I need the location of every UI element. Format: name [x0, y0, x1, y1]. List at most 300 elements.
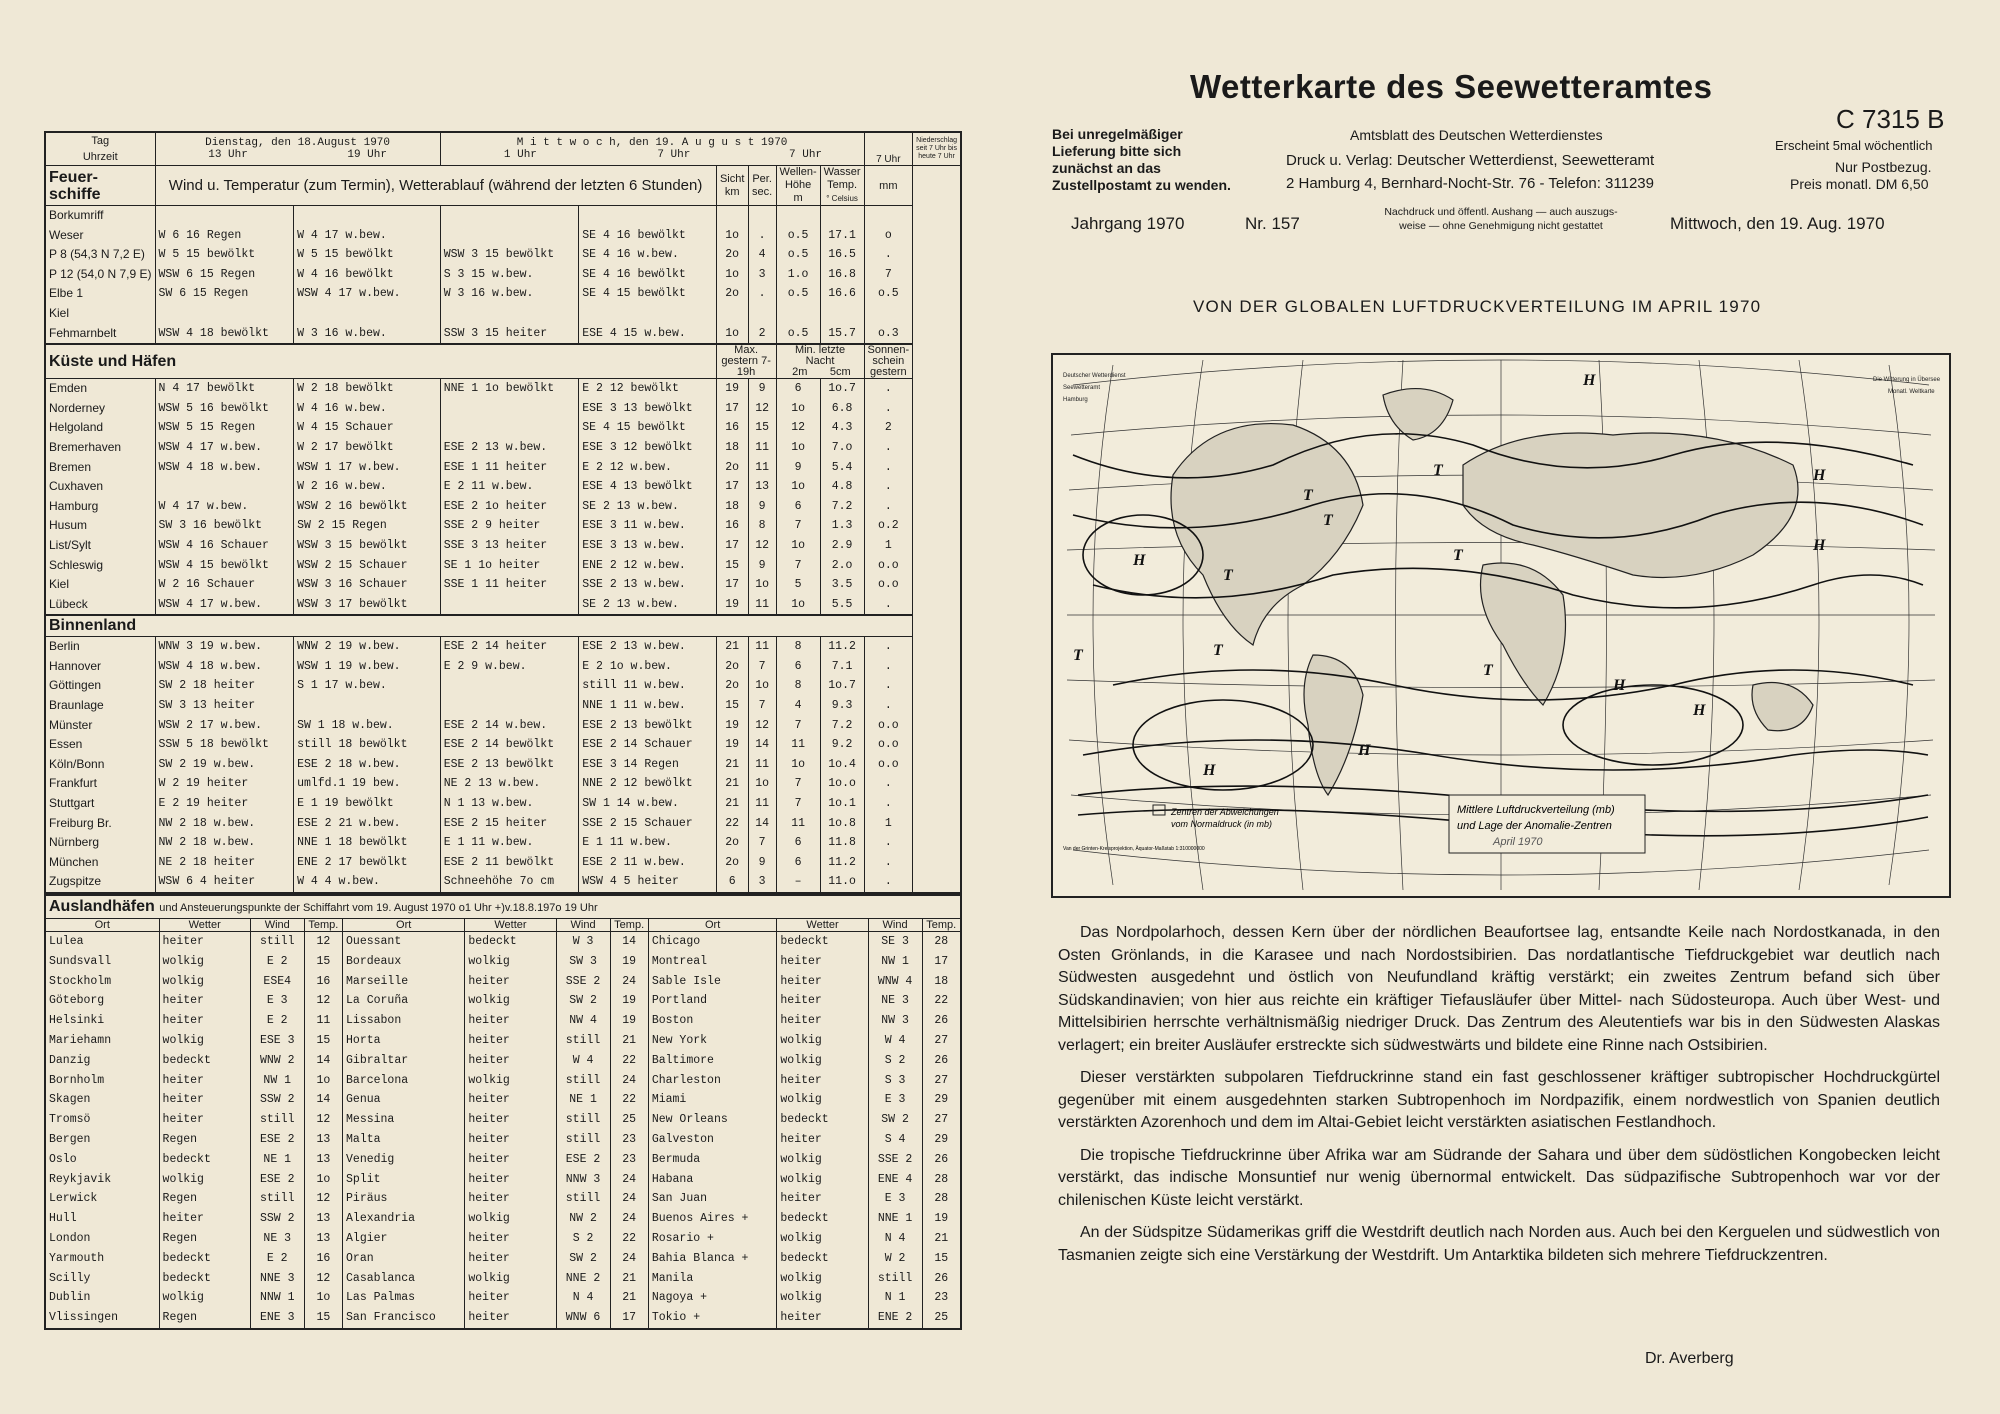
port-wind: E 3 [868, 1189, 922, 1209]
col-7: 1o [776, 536, 820, 556]
obs-7: SE 4 16 bewölkt [579, 226, 716, 246]
svg-text:H: H [1613, 677, 1626, 694]
obs-19: WSW 2 15 Schauer [294, 556, 441, 576]
hour-7a: 7 Uhr [657, 149, 691, 161]
station-row [45, 399, 961, 419]
obs-13: W 6 16 Regen [155, 226, 294, 246]
port-weather: wolkig [777, 1090, 868, 1110]
col-5: 17 [716, 536, 748, 556]
port-name: Genua [343, 1090, 465, 1110]
binnen-title: Binnenland [49, 617, 137, 635]
port-weather: bedeckt [159, 1150, 250, 1170]
hour-19: 19 Uhr [347, 149, 387, 161]
obs-7: still 11 w.bew. [579, 676, 716, 696]
port-weather: wolkig [777, 1288, 868, 1308]
svg-text:T: T [1453, 547, 1463, 564]
port-name: Buenos Aires + [648, 1209, 777, 1229]
col-5: 16 [716, 516, 748, 536]
port-weather: wolkig [159, 952, 250, 972]
station-row [45, 206, 961, 226]
col-7: 1o [776, 438, 820, 458]
precip [864, 304, 913, 324]
port-wind: N 1 [868, 1288, 922, 1308]
port-name: Vlissingen [45, 1308, 159, 1329]
col-6: . [748, 284, 776, 304]
station-name: Berlin [45, 637, 155, 657]
obs-7: ESE 4 13 bewölkt [579, 477, 716, 497]
col-8: 1o.o [820, 774, 864, 794]
port-name: Hull [45, 1209, 159, 1229]
station-row [45, 497, 961, 517]
obs-7: ESE 2 14 Schauer [579, 735, 716, 755]
station-row [45, 477, 961, 497]
port-name: Scilly [45, 1269, 159, 1289]
obs-1: WSW 3 15 bewölkt [440, 245, 579, 265]
port-weather: wolkig [465, 1269, 556, 1289]
port-name: Barcelona [343, 1071, 465, 1091]
col-7: 11 [776, 814, 820, 834]
article-body [1058, 922, 1940, 1277]
station-name: Bremen [45, 458, 155, 478]
col-6: 7 [748, 657, 776, 677]
port-wind: NW 1 [868, 952, 922, 972]
svg-text:H: H [1358, 742, 1371, 759]
obs-19: WSW 2 16 bewölkt [294, 497, 441, 517]
port-name: Messina [343, 1110, 465, 1130]
obs-1 [440, 595, 579, 616]
port-weather: heiter [465, 1229, 556, 1249]
nachdruck-note [1356, 205, 1646, 233]
col-6: 1o [748, 774, 776, 794]
port-name: Casablanca [343, 1269, 465, 1289]
port-name: La Coruña [343, 991, 465, 1011]
port-temp: 26 [922, 1011, 961, 1031]
precip: . [864, 399, 913, 419]
obs-7: ESE 3 12 bewölkt [579, 438, 716, 458]
obs-7: SE 4 16 w.bew. [579, 245, 716, 265]
port-name: Malta [343, 1130, 465, 1150]
col-7 [776, 206, 820, 226]
port-temp: 28 [922, 1170, 961, 1190]
col-6: . [748, 226, 776, 246]
port-wind: WNW 2 [250, 1051, 304, 1071]
col-8: 4.3 [820, 418, 864, 438]
col-5: 21 [716, 637, 748, 657]
port-wind: NW 2 [556, 1209, 610, 1229]
port-wind: ESE4 [250, 972, 304, 992]
col-8: 1o.7 [820, 676, 864, 696]
obs-1: ESE 2 13 bewölkt [440, 755, 579, 775]
port-weather: bedeckt [159, 1269, 250, 1289]
precip: . [864, 497, 913, 517]
station-name: Lübeck [45, 595, 155, 616]
station-row [45, 379, 961, 399]
col-5: 17 [716, 575, 748, 595]
precip: o.o [864, 575, 913, 595]
col-6: 11 [748, 637, 776, 657]
port-name: Sable Isle [648, 972, 777, 992]
obs-19: W 4 16 bewölkt [294, 265, 441, 285]
author-signature: Dr. Averberg [1645, 1350, 1734, 1367]
port-temp: 27 [922, 1110, 961, 1130]
col-7: o.5 [776, 245, 820, 265]
port-row [45, 991, 961, 1011]
port-wind: W 4 [556, 1051, 610, 1071]
port-row [45, 932, 961, 952]
col-5: 19 [716, 735, 748, 755]
precip: . [864, 637, 913, 657]
map-header-notes [1063, 373, 1941, 403]
obs-13: W 2 19 heiter [155, 774, 294, 794]
port-name: Rosario + [648, 1229, 777, 1249]
wind-header: Wind [250, 919, 304, 932]
col-8: 16.8 [820, 265, 864, 285]
port-wind: NNE 2 [556, 1269, 610, 1289]
port-temp: 23 [922, 1288, 961, 1308]
obs-7: ESE 3 14 Regen [579, 755, 716, 775]
port-wind: SSW 2 [250, 1209, 304, 1229]
col-5: 22 [716, 814, 748, 834]
station-row [45, 735, 961, 755]
obs-1: SE 1 1o heiter [440, 556, 579, 576]
port-temp: 22 [610, 1090, 648, 1110]
obs-19: NNE 1 18 bewölkt [294, 833, 441, 853]
port-temp: 19 [922, 1209, 961, 1229]
obs-7: SSE 2 15 Schauer [579, 814, 716, 834]
station-row [45, 265, 961, 285]
port-temp: 24 [610, 1189, 648, 1209]
port-name: London [45, 1229, 159, 1249]
col-8: 16.5 [820, 245, 864, 265]
station-name: Göttingen [45, 676, 155, 696]
obs-7: SE 2 13 w.bew. [579, 595, 716, 616]
svg-text:T: T [1073, 647, 1083, 664]
postbezug: Nur Postbezug. [1835, 159, 1932, 175]
station-row [45, 438, 961, 458]
port-wind: ENE 2 [868, 1308, 922, 1329]
erscheint: Erscheint 5mal wöchentlich [1775, 138, 1933, 153]
precip: o.2 [864, 516, 913, 536]
port-row [45, 1308, 961, 1329]
obs-7: ESE 3 11 w.bew. [579, 516, 716, 536]
col-7: 9 [776, 458, 820, 478]
port-wind: NW 3 [868, 1011, 922, 1031]
obs-13: SSW 5 18 bewölkt [155, 735, 294, 755]
port-name: Oslo [45, 1150, 159, 1170]
col-6: 8 [748, 516, 776, 536]
feuerschiffe-title: Feuer- schiffe [49, 168, 101, 203]
obs-1: SSE 1 11 heiter [440, 575, 579, 595]
obs-19: WSW 4 17 w.bew. [294, 284, 441, 304]
precip: . [864, 774, 913, 794]
article-paragraph: Die tropische Tiefdruckrinne über Afrika war am Südrande der Sahara und über dem südöstlichen Kongobecken leicht verstärkt, das indische Monsuntief nur wenig übernormal entwickelt. Das südpazifische Subtropenhoch war vor der chilenischen Küste leicht verstärkt. [1058, 1146, 1940, 1209]
station-name: Husum [45, 516, 155, 536]
min-2m: 2m [792, 366, 808, 379]
port-weather: heiter [465, 1011, 556, 1031]
obs-1: W 3 16 w.bew. [440, 284, 579, 304]
station-row [45, 637, 961, 657]
port-name: Charleston [648, 1071, 777, 1091]
port-name: Boston [648, 1011, 777, 1031]
col-6: 9 [748, 853, 776, 873]
lieferung-line: Lieferung bitte sich [1052, 143, 1182, 159]
port-weather: Regen [159, 1130, 250, 1150]
wind-header: Wind [556, 919, 610, 932]
station-row [45, 676, 961, 696]
port-wind: SW 2 [556, 991, 610, 1011]
port-weather: wolkig [159, 1031, 250, 1051]
port-wind: W 4 [868, 1031, 922, 1051]
hoehe-label: Höhe [784, 179, 812, 191]
verlag: Druck u. Verlag: Deutscher Wetterdienst, Seewetteramt [1286, 152, 1655, 169]
col-8: 4.8 [820, 477, 864, 497]
obs-7: ESE 2 13 bewölkt [579, 716, 716, 736]
station-row [45, 245, 961, 265]
port-name: Lerwick [45, 1189, 159, 1209]
port-name: Lissabon [343, 1011, 465, 1031]
col-6: 12 [748, 536, 776, 556]
station-name: Braunlage [45, 696, 155, 716]
obs-19: E 1 19 bewölkt [294, 794, 441, 814]
ort-header: Ort [648, 919, 777, 932]
col-8: 17.1 [820, 226, 864, 246]
port-weather: wolkig [465, 952, 556, 972]
col-8: 9.2 [820, 735, 864, 755]
obs-7: SSE 2 13 w.bew. [579, 575, 716, 595]
port-temp: 15 [304, 1031, 342, 1051]
port-row [45, 1229, 961, 1249]
col-6: 11 [748, 755, 776, 775]
binnenland-rows [45, 637, 961, 893]
col-5: 2o [716, 853, 748, 873]
col-5: 2o [716, 657, 748, 677]
obs-19: ESE 2 18 w.bew. [294, 755, 441, 775]
port-name: Ouessant [343, 932, 465, 952]
col-5 [716, 304, 748, 324]
station-row [45, 418, 961, 438]
col-8: 11.2 [820, 637, 864, 657]
ort-header: Ort [343, 919, 465, 932]
col-8: 6.8 [820, 399, 864, 419]
col-8: 1o.4 [820, 755, 864, 775]
feuerschiffe-rows [45, 206, 961, 345]
port-temp: 16 [304, 1249, 342, 1269]
port-weather: heiter [777, 991, 868, 1011]
port-temp: 28 [922, 1189, 961, 1209]
port-temp: 12 [304, 991, 342, 1011]
obs-19: W 2 18 bewölkt [294, 379, 441, 399]
port-temp: 13 [304, 1150, 342, 1170]
port-wind: SSE 2 [868, 1150, 922, 1170]
port-row [45, 1249, 961, 1269]
station-name: Norderney [45, 399, 155, 419]
nachdruck-line: weise — ohne Genehmigung nicht gestattet [1399, 220, 1603, 232]
obs-7: E 1 11 w.bew. [579, 833, 716, 853]
article-subtitle: VON DER GLOBALEN LUFTDRUCKVERTEILUNG IM APRIL 1970 [1193, 297, 1762, 316]
station-name: Borkumriff [45, 206, 155, 226]
col-5: 17 [716, 477, 748, 497]
port-temp: 17 [610, 1308, 648, 1329]
precip: . [864, 458, 913, 478]
obs-1: NE 2 13 w.bew. [440, 774, 579, 794]
precip: . [864, 853, 913, 873]
port-temp: 22 [610, 1051, 648, 1071]
port-temp: 21 [922, 1229, 961, 1249]
port-temp: 23 [610, 1130, 648, 1150]
col-8 [820, 304, 864, 324]
port-temp: 14 [304, 1090, 342, 1110]
obs-13: NW 2 18 w.bew. [155, 814, 294, 834]
station-name: P 8 (54,3 N 7,2 E) [45, 245, 155, 265]
port-weather: heiter [465, 1051, 556, 1071]
port-wind: S 2 [868, 1051, 922, 1071]
port-wind: NW 1 [250, 1071, 304, 1091]
port-name: Manila [648, 1269, 777, 1289]
col-7: 1o [776, 755, 820, 775]
port-wind: still [250, 1110, 304, 1130]
precip: o.o [864, 735, 913, 755]
port-temp: 12 [304, 1269, 342, 1289]
port-name: Miami [648, 1090, 777, 1110]
port-temp: 1o [304, 1170, 342, 1190]
adresse: 2 Hamburg 4, Bernhard-Nocht-Str. 76 - Telefon: 311239 [1286, 175, 1654, 192]
station-name: Elbe 1 [45, 284, 155, 304]
obs-7: SE 4 16 bewölkt [579, 265, 716, 285]
port-wind: NE 3 [250, 1229, 304, 1249]
obs-19: W 4 4 w.bew. [294, 872, 441, 893]
port-rows [45, 932, 961, 1329]
wasser-label: Wasser [823, 166, 861, 178]
port-weather: heiter [777, 1130, 868, 1150]
col-5: 19 [716, 716, 748, 736]
port-temp: 24 [610, 1249, 648, 1269]
obs-7: SW 1 14 w.bew. [579, 794, 716, 814]
station-row [45, 284, 961, 304]
col-6: 11 [748, 595, 776, 616]
tag-label: Tag [91, 135, 110, 147]
port-row [45, 1051, 961, 1071]
precip: 1 [864, 536, 913, 556]
port-name: San Francisco [343, 1308, 465, 1329]
port-temp: 13 [304, 1209, 342, 1229]
port-name: Stockholm [45, 972, 159, 992]
celsius-label: ° Celsius [826, 194, 858, 203]
col-6: 9 [748, 497, 776, 517]
obs-19: SW 2 15 Regen [294, 516, 441, 536]
port-wind: S 3 [868, 1071, 922, 1091]
obs-19: W 3 16 w.bew. [294, 324, 441, 345]
station-row [45, 556, 961, 576]
col-8 [820, 206, 864, 226]
stations-table [44, 131, 962, 894]
col-5: 1o [716, 226, 748, 246]
port-name: Bordeaux [343, 952, 465, 972]
col-5: 19 [716, 595, 748, 616]
col-5: 1o [716, 265, 748, 285]
station-name: Köln/Bonn [45, 755, 155, 775]
station-name: Münster [45, 716, 155, 736]
obs-1: ESE 2 11 bewölkt [440, 853, 579, 873]
port-wind: SW 2 [556, 1249, 610, 1269]
obs-1: E 1 11 w.bew. [440, 833, 579, 853]
port-wind: NNW 1 [250, 1288, 304, 1308]
port-wind: E 2 [250, 1249, 304, 1269]
port-weather: heiter [465, 972, 556, 992]
obs-13: E 2 19 heiter [155, 794, 294, 814]
port-temp: 27 [922, 1031, 961, 1051]
port-weather: heiter [777, 1189, 868, 1209]
port-name: Bergen [45, 1130, 159, 1150]
port-weather: heiter [159, 1110, 250, 1130]
col-6: 3 [748, 265, 776, 285]
port-weather: wolkig [465, 991, 556, 1011]
max-label: Max. gestern 7-19h [716, 344, 776, 379]
obs-13: NE 2 18 heiter [155, 853, 294, 873]
obs-19: SW 1 18 w.bew. [294, 716, 441, 736]
niederschlag-header: Niederschlag seit 7 Uhr bis heute 7 Uhr [913, 132, 961, 166]
col-5: 19 [716, 379, 748, 399]
obs-13: WNW 3 19 w.bew. [155, 637, 294, 657]
precip: . [864, 245, 913, 265]
port-wind: SW 3 [556, 952, 610, 972]
col-5: 1o [716, 324, 748, 345]
obs-7: ESE 3 13 bewölkt [579, 399, 716, 419]
port-name: New Orleans [648, 1110, 777, 1130]
col-7: 11 [776, 735, 820, 755]
port-temp: 23 [610, 1150, 648, 1170]
station-name: Cuxhaven [45, 477, 155, 497]
article-paragraph: Das Nordpolarhoch, dessen Kern über der nördlichen Beaufortsee lag, entsandte Keile nach Nordostkanada, in den Osten Grönlands, in die Karasee und nach Nordostsibirien. Das nordatlantische Tiefdruckgebiet war deutlich nach Südwesten ausgedehnt und östlich von Neufundland kräftig verstärkt; ein zweites Zentrum befand sich über Südskandinavien; von hier aus reichte ein kräftiger Tiefausläufer über Mittel- nach Südosteuropa. Auch über West- und Mittelsibirien herrschte verhältnismäßig niedriger Druck. Das Zentrum des Aleutentiefs war bis in den Südwesten Alaskas verlagert; ein breiter Ausläufer erstreckte sich südwestwärts und bildete eine Rinne nach Ostsibirien. [1058, 924, 1940, 1054]
port-wind: ENE 4 [868, 1170, 922, 1190]
precip: . [864, 657, 913, 677]
obs-13 [155, 477, 294, 497]
obs-13: SW 6 15 Regen [155, 284, 294, 304]
port-temp: 29 [922, 1130, 961, 1150]
col-7: 6 [776, 853, 820, 873]
port-wind: SE 3 [868, 932, 922, 952]
port-wind: ESE 3 [250, 1031, 304, 1051]
precip: o [864, 226, 913, 246]
port-name: Sundsvall [45, 952, 159, 972]
port-weather: Regen [159, 1189, 250, 1209]
temp-header: Temp. [304, 919, 342, 932]
port-wind: still [556, 1071, 610, 1091]
port-row [45, 1189, 961, 1209]
precip: o.o [864, 755, 913, 775]
svg-text:T: T [1213, 642, 1223, 659]
map-note-tr: Die Witterung in Übersee [1873, 377, 1941, 383]
col-8: 2.9 [820, 536, 864, 556]
dienstag-header: Dienstag, den 18.August 1970 [205, 137, 391, 149]
port-wind: W 3 [556, 932, 610, 952]
col-6: 12 [748, 399, 776, 419]
station-name: Fehmarnbelt [45, 324, 155, 345]
col-6: 12 [748, 716, 776, 736]
port-weather: heiter [465, 1090, 556, 1110]
wind-header: Wind [868, 919, 922, 932]
col-5: 18 [716, 497, 748, 517]
col-8: 5.5 [820, 595, 864, 616]
port-temp: 24 [610, 1209, 648, 1229]
feuerschiffe-desc: Wind u. Temperatur (zum Termin), Wetterablauf (während der letzten 6 Stunden) [155, 166, 716, 206]
obs-13: WSW 4 18 bewölkt [155, 324, 294, 345]
svg-text:T: T [1223, 567, 1233, 584]
uhrzeit-label: Uhrzeit [82, 151, 118, 163]
port-weather: bedeckt [159, 1249, 250, 1269]
port-row [45, 1011, 961, 1031]
obs-13: WSW 4 15 bewölkt [155, 556, 294, 576]
obs-13 [155, 304, 294, 324]
